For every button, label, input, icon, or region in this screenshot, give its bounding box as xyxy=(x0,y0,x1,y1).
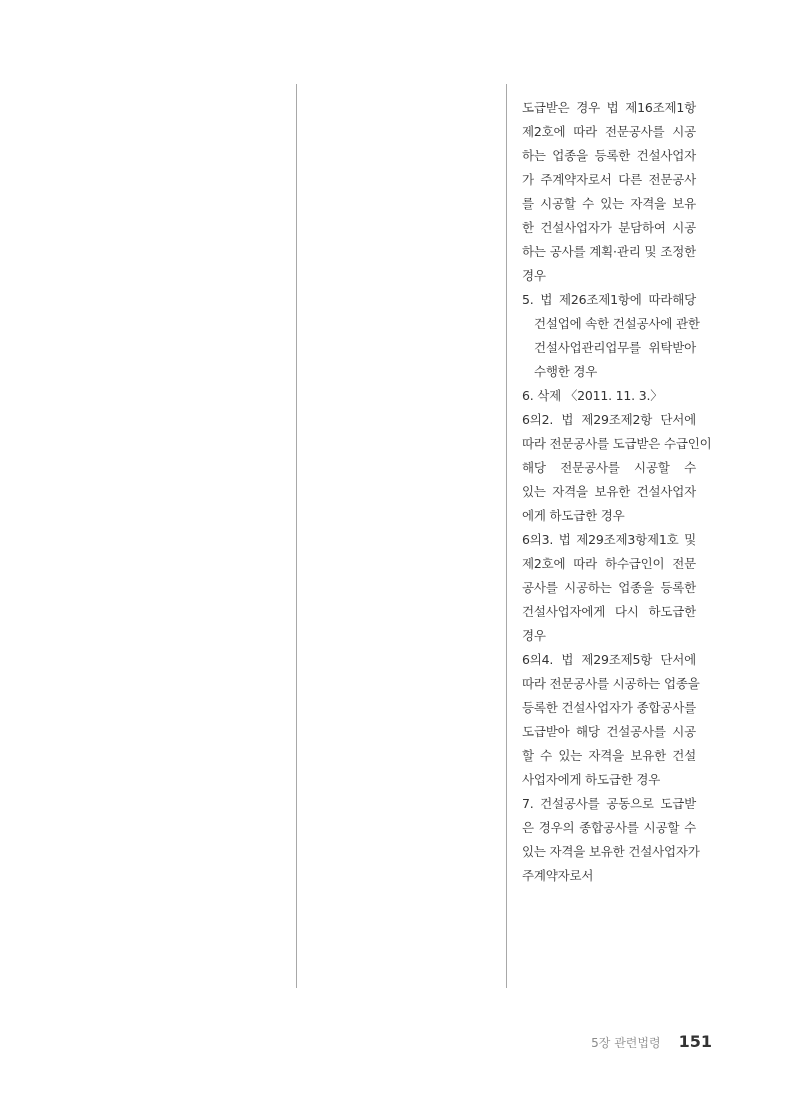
text-line: 6의3. 법 제29조제3항제1호 및 xyxy=(522,532,696,547)
column-divider-left xyxy=(296,84,297,988)
text-line: 제2호에 따라 하수급인이 전문 xyxy=(522,556,696,571)
text-line: 등록한 건설사업자가 종합공사를 xyxy=(522,700,696,715)
text-line: 건설사업관리업무를 위탁받아 xyxy=(534,340,696,355)
text-line: 에게 하도급한 경우 xyxy=(522,508,625,523)
text-line: 5. 법 제26조제1항에 따라해당 xyxy=(522,292,696,307)
text-line: 해당 전문공사를 시공할 수 xyxy=(522,460,696,475)
text-line: 6의2. 법 제29조제2항 단서에 xyxy=(522,412,696,427)
text-line: 를 시공할 수 있는 자격을 보유 xyxy=(522,196,696,211)
text-line: 가 주계약자로서 다른 전문공사 xyxy=(522,172,696,187)
text-line: 제2호에 따라 전문공사를 시공 xyxy=(522,124,696,139)
text-line: 따라 전문공사를 시공하는 업종을 xyxy=(522,676,700,691)
text-line: 7. 건설공사를 공동으로 도급받 xyxy=(522,796,696,811)
text-line: 수행한 경우 xyxy=(534,364,598,379)
text-line: 하는 공사를 계획·관리 및 조정한 xyxy=(522,244,696,259)
text-line: 사업자에게 하도급한 경우 xyxy=(522,772,661,787)
text-line: 건설업에 속한 건설공사에 관한 xyxy=(534,316,700,331)
text-line: 경우 xyxy=(522,268,546,283)
text-line: 따라 전문공사를 도급받은 수급인이 xyxy=(522,436,712,451)
text-line: 주계약자로서 xyxy=(522,868,594,883)
text-line: 경우 xyxy=(522,628,546,643)
text-line: 도급받아 해당 건설공사를 시공 xyxy=(522,724,696,739)
page-number: 151 xyxy=(678,1032,712,1051)
body-text-column xyxy=(522,96,712,888)
text-line: 있는 자격을 보유한 건설사업자 xyxy=(522,484,696,499)
text-line: 도급받은 경우 법 제16조제1항 xyxy=(522,100,696,115)
text-line: 은 경우의 종합공사를 시공할 수 xyxy=(522,820,696,835)
text-line: 6. 삭제 〈2011. 11. 3.〉 xyxy=(522,388,663,403)
text-line: 하는 업종을 등록한 건설사업자 xyxy=(522,148,696,163)
column-divider-right xyxy=(506,84,507,988)
text-line: 건설사업자에게 다시 하도급한 xyxy=(522,604,696,619)
page-footer xyxy=(591,1032,712,1051)
text-line: 있는 자격을 보유한 건설사업자가 xyxy=(522,844,700,859)
text-line: 할 수 있는 자격을 보유한 건설 xyxy=(522,748,696,763)
text-line: 공사를 시공하는 업종을 등록한 xyxy=(522,580,696,595)
text-line: 6의4. 법 제29조제5항 단서에 xyxy=(522,652,696,667)
text-line: 한 건설사업자가 분담하여 시공 xyxy=(522,220,696,235)
chapter-label: 5장 관련법령 xyxy=(591,1036,661,1050)
